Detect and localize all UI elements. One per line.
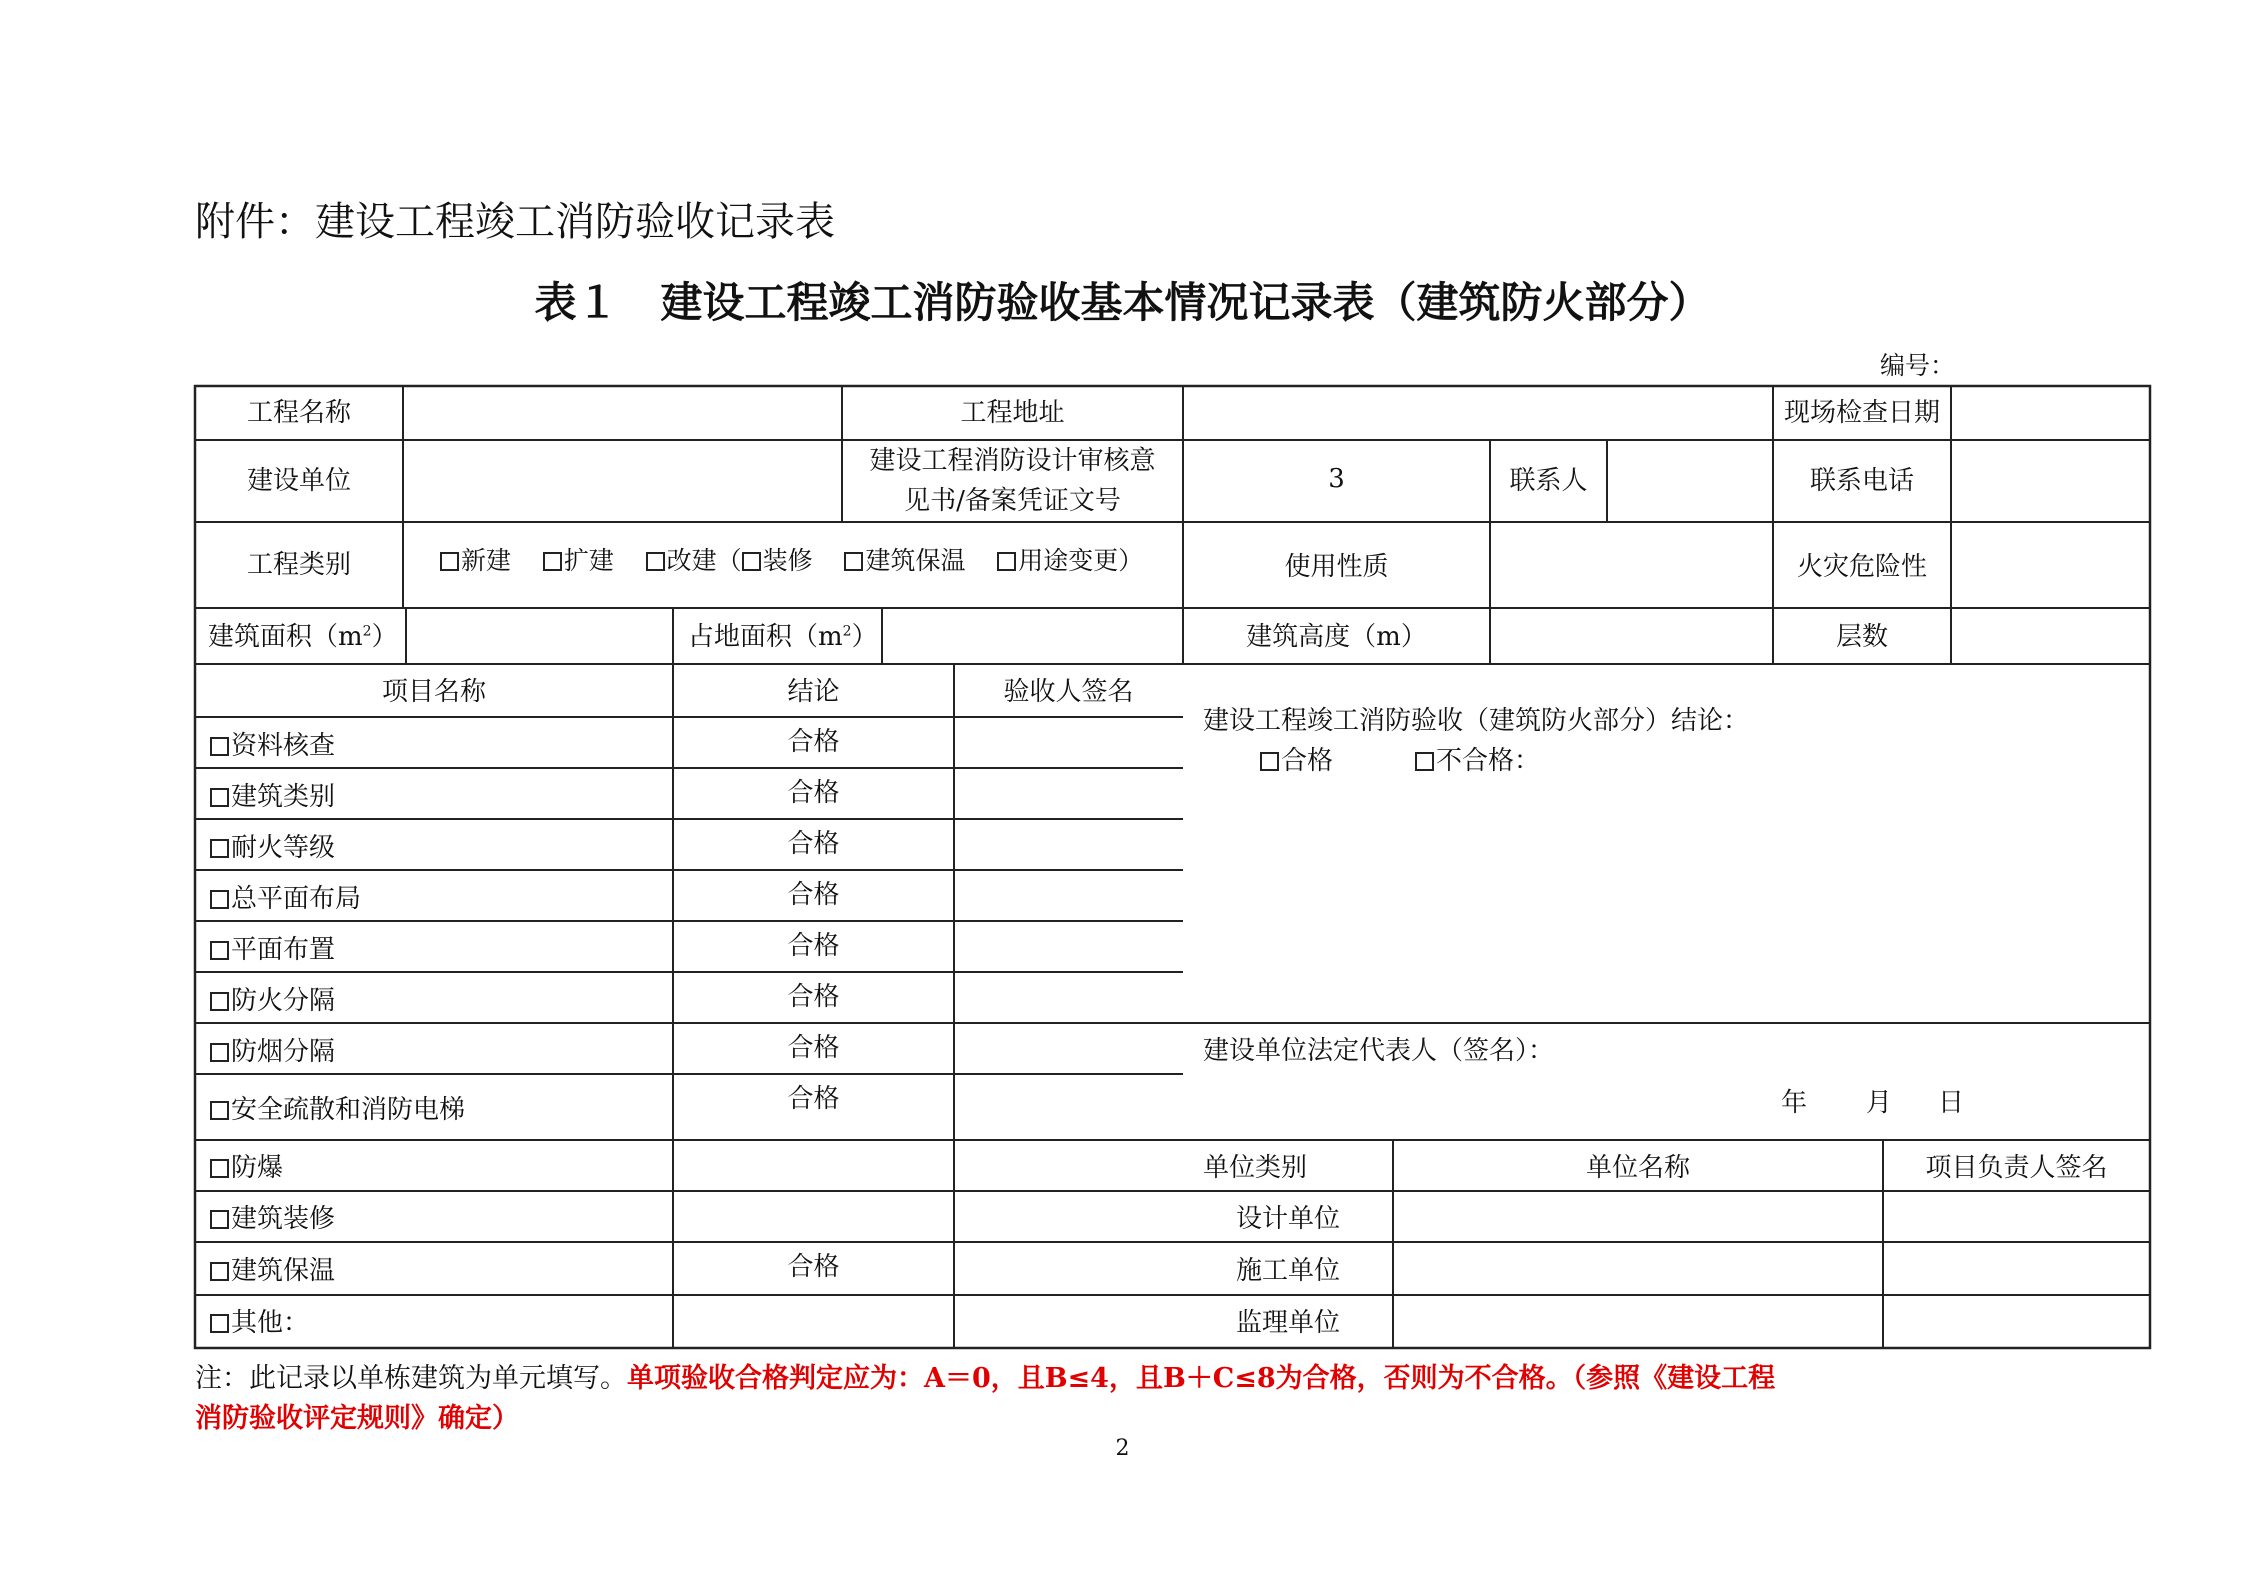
phone-label: 联系电话 xyxy=(1809,466,1914,496)
item-row[interactable]: 防火分隔 xyxy=(210,986,335,1017)
item-conclusion: 合格 xyxy=(787,727,840,757)
page-number: 2 xyxy=(1115,1436,1130,1461)
note-line1 xyxy=(195,1356,1775,1395)
checkbox-icon[interactable] xyxy=(844,552,863,571)
option-new[interactable]: 新建 xyxy=(440,546,511,575)
option-insulation[interactable]: 建筑保温 xyxy=(844,546,965,575)
units-header-name: 单位名称 xyxy=(1585,1153,1690,1183)
checkbox-icon[interactable] xyxy=(210,737,229,756)
checkbox-icon[interactable] xyxy=(440,552,459,571)
checkbox-icon[interactable] xyxy=(1260,752,1279,771)
item-conclusion: 合格 xyxy=(787,931,840,961)
option-rebuild[interactable]: 改建（ xyxy=(646,546,742,575)
items-header-signature: 验收人签名 xyxy=(1003,677,1134,707)
checkbox-icon[interactable] xyxy=(742,552,761,571)
date-year: 年 xyxy=(1781,1088,1808,1118)
item-conclusion: 合格 xyxy=(787,1033,840,1063)
checkbox-icon[interactable] xyxy=(210,1159,229,1178)
note-prefix: 注：此记录以单栋建筑为单元填写。 xyxy=(195,1363,627,1394)
checkbox-icon[interactable] xyxy=(210,1314,229,1333)
checkbox-icon[interactable] xyxy=(210,992,229,1011)
item-row[interactable]: 总平面布局 xyxy=(210,884,361,915)
date-month: 月 xyxy=(1866,1088,1893,1118)
item-conclusion: 合格 xyxy=(787,880,840,910)
checkbox-icon[interactable] xyxy=(646,552,665,571)
item-conclusion: 合格 xyxy=(787,778,840,808)
note-line2 xyxy=(195,1396,519,1435)
items-header-name: 项目名称 xyxy=(381,677,486,707)
item-row[interactable]: 平面布置 xyxy=(210,935,335,966)
note-red-text: 消防验收评定规则》确定） xyxy=(195,1403,519,1434)
item-conclusion: 合格 xyxy=(787,1252,840,1282)
inspection-date-label: 现场检查日期 xyxy=(1783,398,1940,428)
note-red-text: 单项验收合格判定应为：A＝0，且B≤4，且B＋C≤8为合格，否则为不合格。（参照《建设工程 xyxy=(627,1363,1776,1394)
checkbox-icon[interactable] xyxy=(210,788,229,807)
item-row[interactable]: 资料核查 xyxy=(210,731,335,762)
item-row[interactable]: 防烟分隔 xyxy=(210,1037,335,1068)
checkbox-icon[interactable] xyxy=(210,1043,229,1062)
project-name-label: 工程名称 xyxy=(246,398,351,428)
building-area-label: 建筑面积$(m^2)$ xyxy=(208,622,398,652)
items-header-conclusion: 结论 xyxy=(787,677,840,707)
usage-label: 使用性质 xyxy=(1284,552,1389,582)
table-title: 表１ 建设工程竣工消防验收基本情况记录表（建筑防火部分） xyxy=(534,278,1711,327)
checkbox-icon[interactable] xyxy=(1415,752,1434,771)
conclusion-pass-option[interactable]: 合格 xyxy=(1260,746,1333,777)
item-conclusion: 合格 xyxy=(787,982,840,1012)
checkbox-icon[interactable] xyxy=(210,890,229,909)
project-address-label: 工程地址 xyxy=(960,398,1065,428)
option-decoration[interactable]: 装修 xyxy=(742,546,813,575)
checkbox-icon[interactable] xyxy=(997,552,1016,571)
checkbox-icon[interactable] xyxy=(210,1210,229,1229)
unit-type-design: 设计单位 xyxy=(1235,1204,1340,1234)
checkbox-icon[interactable] xyxy=(210,941,229,960)
design-review-label-line2: 见书/备案凭证文号 xyxy=(904,486,1121,516)
units-header-type: 单位类别 xyxy=(1203,1153,1308,1183)
item-row[interactable]: 耐火等级 xyxy=(210,833,335,864)
item-row[interactable]: 安全疏散和消防电梯 xyxy=(210,1095,465,1126)
attachment-title: 附件：建设工程竣工消防验收记录表 xyxy=(195,199,835,245)
unit-type-supervision: 监理单位 xyxy=(1235,1308,1340,1338)
conclusion-title: 建设工程竣工消防验收（建筑防火部分）结论： xyxy=(1203,706,1750,736)
construction-unit-label: 建设单位 xyxy=(246,466,351,496)
option-use-change[interactable]: 用途变更） xyxy=(997,546,1143,575)
table-border xyxy=(195,386,2150,1348)
design-review-label-line1: 建设工程消防设计审核意 xyxy=(869,446,1156,476)
item-conclusion: 合格 xyxy=(787,829,840,859)
item-conclusion: 合格 xyxy=(787,1084,840,1114)
item-row[interactable]: 建筑类别 xyxy=(210,782,335,813)
floors-label: 层数 xyxy=(1835,622,1888,652)
project-type-options xyxy=(440,546,1143,576)
item-row[interactable]: 建筑保温 xyxy=(210,1256,335,1287)
item-row[interactable]: 其他： xyxy=(210,1308,309,1339)
checkbox-icon[interactable] xyxy=(210,1101,229,1120)
land-area-label: 占地面积$(m^2)$ xyxy=(688,622,878,652)
design-review-value: 3 xyxy=(1328,464,1345,494)
serial-number-label: 编号： xyxy=(1880,351,1956,380)
conclusion-fail-option[interactable]: 不合格： xyxy=(1415,746,1540,777)
legal-rep-label: 建设单位法定代表人（签名）： xyxy=(1203,1036,1555,1066)
checkbox-icon[interactable] xyxy=(210,1262,229,1281)
option-expand[interactable]: 扩建 xyxy=(543,546,614,575)
building-height-label: 建筑高度（m） xyxy=(1246,622,1427,652)
fire-risk-label: 火灾危险性 xyxy=(1796,552,1927,582)
checkbox-icon[interactable] xyxy=(210,839,229,858)
item-row[interactable]: 建筑装修 xyxy=(210,1204,335,1235)
unit-type-construction: 施工单位 xyxy=(1235,1256,1340,1286)
item-row[interactable]: 防爆 xyxy=(210,1153,283,1184)
checkbox-icon[interactable] xyxy=(543,552,562,571)
units-header-signature: 项目负责人签名 xyxy=(1925,1153,2108,1183)
date-day: 日 xyxy=(1938,1088,1965,1118)
contact-label: 联系人 xyxy=(1509,466,1588,496)
project-type-label: 工程类别 xyxy=(246,550,351,580)
